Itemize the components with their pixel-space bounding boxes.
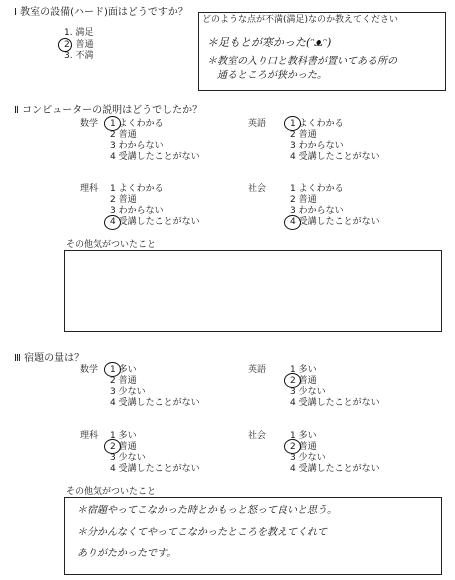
s2-option: 3 わからない xyxy=(110,206,164,216)
s2-option: 3 わからない xyxy=(290,206,344,216)
s2-option: 2 普通 xyxy=(290,195,317,205)
s2-option: 2 普通 xyxy=(110,195,137,205)
s3-other-box xyxy=(64,497,442,575)
s1-selected-circle xyxy=(58,38,72,52)
s2-option: 1 よくわかる xyxy=(110,184,164,194)
s2-option: 2 普通 xyxy=(290,130,317,140)
s3-option: 2 普通 xyxy=(110,442,137,452)
section-1-heading: Ⅰ 教室の設備(ハード)面はどうですか？ xyxy=(14,7,188,18)
s3-subject-label: 理科 xyxy=(80,431,99,441)
s1-hand-line-3: 通るところが狭かった。 xyxy=(217,70,327,81)
s2-option: 4 受講したことがない xyxy=(290,217,380,227)
s2-option: 1 よくわかる xyxy=(110,119,164,129)
s3-option: 1 多い xyxy=(110,365,137,375)
s3-option: 2 普通 xyxy=(290,376,317,386)
s3-selected-circle xyxy=(104,439,121,454)
s1-comment-box xyxy=(198,12,446,91)
s2-option: 1 よくわかる xyxy=(290,184,344,194)
s3-option: 2 普通 xyxy=(110,376,137,386)
s3-option: 2 普通 xyxy=(290,442,317,452)
s2-option: 1 よくわかる xyxy=(290,119,344,129)
s3-option: 3 少ない xyxy=(290,453,326,463)
s2-option: 4 受講したことがない xyxy=(110,152,200,162)
s3-selected-circle xyxy=(104,362,121,377)
s2-other-label: その他気がついたこと xyxy=(66,240,157,250)
s3-other-label: その他気がついたこと xyxy=(66,487,157,497)
s3-option: 3 少ない xyxy=(110,387,146,397)
s1-box-title: どのような点が不満(満足)なのか教えてください xyxy=(202,15,399,25)
s1-hand-line-2: ＊教室の入り口と教科書が置いてある所の xyxy=(207,56,397,67)
s2-other-box xyxy=(64,250,442,332)
s3-subject-label: 数学 xyxy=(80,365,99,375)
s3-subject-label: 英語 xyxy=(248,365,267,375)
s2-subject-label: 社会 xyxy=(248,184,267,194)
s3-option: 1 多い xyxy=(290,431,317,441)
s3-selected-circle xyxy=(284,373,301,388)
s2-option: 4 受講したことがない xyxy=(290,152,380,162)
s2-option: 2 普通 xyxy=(110,130,137,140)
s3-selected-circle xyxy=(284,439,301,454)
s3-hand-line-2: ＊分かんなくてやってこなかったところを教えてくれて xyxy=(77,527,327,538)
s3-option: 1 多い xyxy=(290,365,317,375)
s1-option-2: 2. 普通 xyxy=(64,40,94,50)
s2-option: 4 受講したことがない xyxy=(110,217,200,227)
section-2-heading: Ⅱ コンピューターの説明はどうでしたか？ xyxy=(14,105,203,116)
s1-hand-line-1: ＊足もとが寒かった(ᵔᴥᵔ) xyxy=(207,36,332,49)
s1-option-1: 1. 満足 xyxy=(64,28,94,38)
s3-option: 1 多い xyxy=(110,431,137,441)
s2-subject-label: 理科 xyxy=(80,184,99,194)
s2-subject-label: 数学 xyxy=(80,119,99,129)
s2-selected-circle xyxy=(104,215,121,230)
s2-option: 3 わからない xyxy=(290,141,344,151)
s3-option: 4 受講したことがない xyxy=(110,464,200,474)
s1-option-3: 3. 不満 xyxy=(64,51,94,61)
s3-option: 3 少ない xyxy=(290,387,326,397)
s3-hand-line-3: ありがたかったです。 xyxy=(77,548,177,559)
s2-selected-circle xyxy=(104,116,121,131)
s3-subject-label: 社会 xyxy=(248,431,267,441)
s3-option: 4 受講したことがない xyxy=(290,398,380,408)
s3-option: 3 少ない xyxy=(110,453,146,463)
s2-option: 3 わからない xyxy=(110,141,164,151)
s3-option: 4 受講したことがない xyxy=(110,398,200,408)
s2-selected-circle xyxy=(284,215,301,230)
s2-selected-circle xyxy=(284,116,301,131)
s2-subject-label: 英語 xyxy=(248,119,267,129)
s3-option: 4 受講したことがない xyxy=(290,464,380,474)
section-3-heading: Ⅲ 宿題の量は？ xyxy=(14,353,85,364)
s3-hand-line-1: ＊宿題やってこなかった時とかもっと怒って良いと思う。 xyxy=(77,505,337,516)
